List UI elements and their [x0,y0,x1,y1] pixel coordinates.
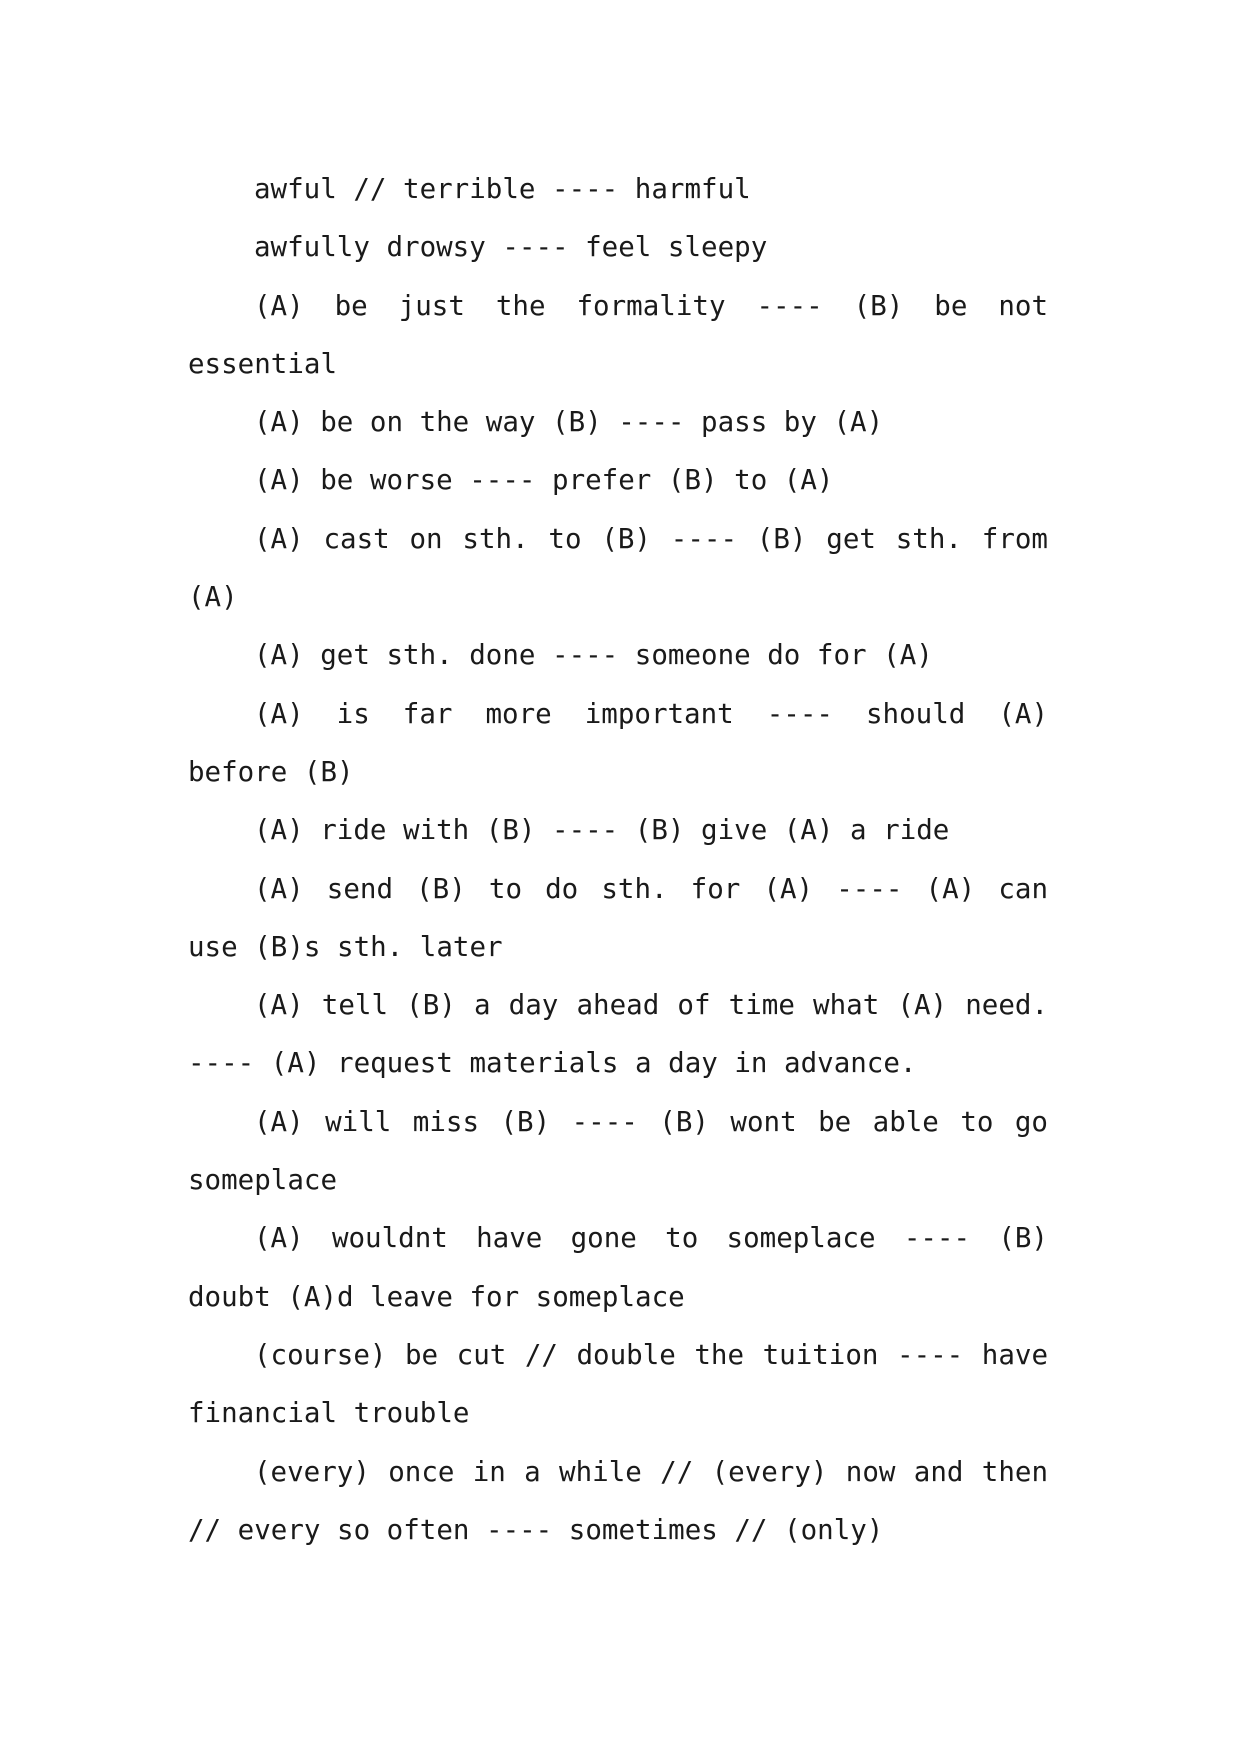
paragraph: (A) will miss (B) ---- (B) wont be able to go someplace [188,1105,1048,1197]
paragraph: (A) ride with (B) ---- (B) give (A) a ride [254,814,950,847]
paragraph: (A) tell (B) a day ahead of time what (A) need. ---- (A) request materials a day in advance. [188,989,1048,1080]
paragraph: (A) wouldnt have gone to someplace ---- (B) doubt (A)d leave for someplace [188,1222,1048,1313]
paragraph: (every) once in a while // (every) now and then // every so often ---- sometimes // (only) [188,1455,1048,1546]
paragraph: (A) send (B) to do sth. for (A) ---- (A) can use (B)s sth. later [188,872,1048,963]
paragraph: (A) be worse ---- prefer (B) to (A) [254,464,834,497]
paragraph: (A) is far more important ---- should (A) before (B) [188,697,1048,788]
paragraph: awful // terrible ---- harmful [254,173,751,205]
document-body [188,160,1048,1559]
paragraph: (A) be just the formality ---- (B) be not essential [188,289,1048,380]
paragraph: (A) cast on sth. to (B) ---- (B) get sth. from (A) [188,522,1048,614]
paragraph: (A) get sth. done ---- someone do for (A) [254,639,933,672]
paragraph: (A) be on the way (B) ---- pass by (A) [254,406,884,439]
paragraph: awfully drowsy ---- feel sleepy [254,231,768,264]
paragraph: (course) be cut // double the tuition ---- have financial trouble [188,1338,1048,1430]
